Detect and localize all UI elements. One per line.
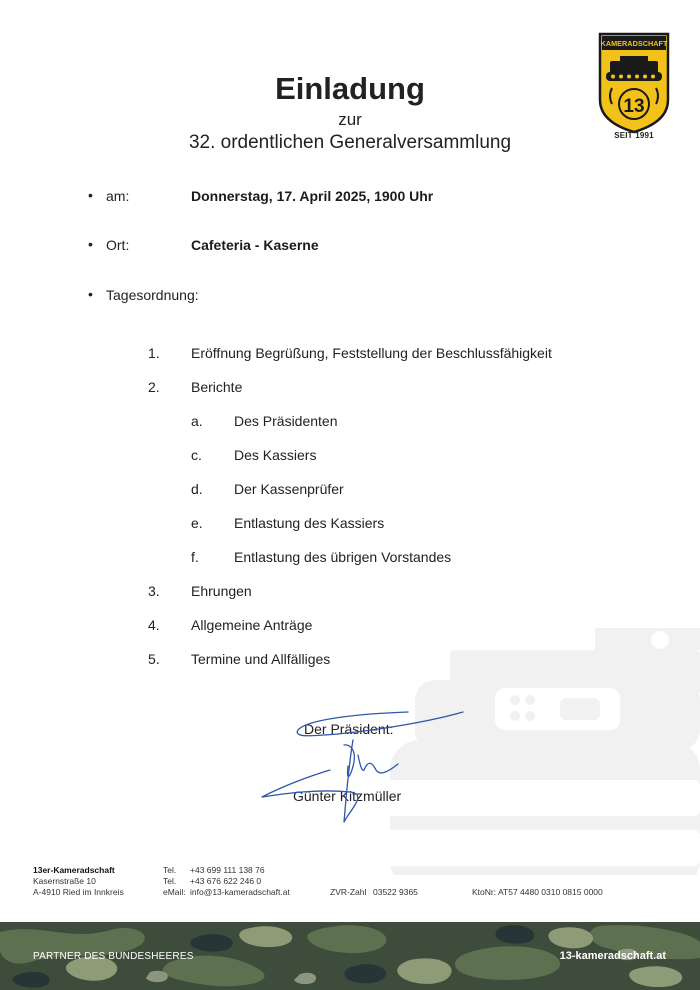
agenda-item: Berichte	[191, 379, 243, 395]
agenda-subitem-letter: c.	[191, 447, 202, 463]
agenda-number: 1.	[148, 345, 160, 361]
agenda-subitem-letter: d.	[191, 481, 203, 497]
agenda-subitem-letter: a.	[191, 413, 203, 429]
detail-label-date: am:	[106, 188, 130, 204]
footer-tel-label: Tel.	[163, 865, 177, 875]
footer-zvr: 03522 9365	[373, 887, 418, 897]
bullet-icon: •	[88, 286, 93, 302]
agenda-subitem: Entlastung des Kassiers	[234, 515, 385, 531]
subtitle-zur: zur	[338, 110, 362, 129]
signature-role: Der Präsident:	[304, 721, 394, 737]
agenda-number: 2.	[148, 379, 160, 395]
handwritten-signature	[258, 700, 473, 835]
agenda-item: Allgemeine Anträge	[191, 617, 313, 633]
signature-name: Günter Kitzmüller	[293, 788, 402, 804]
agenda-number: 3.	[148, 583, 160, 599]
subtitle-assembly: 32. ordentlichen Generalversammlung	[188, 132, 512, 153]
agenda-subitem: Entlastung des übrigen Vorstandes	[234, 549, 452, 565]
bullet-icon: •	[88, 187, 93, 203]
footer-org: 13er-Kameradschaft	[33, 865, 115, 875]
logo-number: 13	[623, 96, 645, 117]
agenda-subitem: Des Präsidenten	[234, 413, 338, 429]
detail-label-agenda: Tagesordnung:	[106, 287, 199, 303]
footer-tel-1[interactable]: +43 699 111 138 76	[190, 865, 265, 875]
detail-value-date: Donnerstag, 17. April 2025, 1900 Uhr	[191, 188, 434, 204]
bullet-icon: •	[88, 236, 93, 252]
logo-caption: SEIT 1991	[614, 131, 654, 140]
agenda-item: Termine und Allfälliges	[191, 651, 331, 667]
agenda-subitem-letter: e.	[191, 515, 203, 531]
footer-tel-label: Tel.	[163, 876, 177, 886]
detail-label-location: Ort:	[106, 237, 130, 253]
footer-zvr-label: ZVR-Zahl	[330, 887, 367, 897]
footer-email[interactable]: info@13-kameradschaft.at	[190, 887, 290, 897]
page-title: Einladung	[275, 71, 425, 106]
agenda-item: Ehrungen	[191, 583, 252, 599]
agenda-number: 5.	[148, 651, 160, 667]
agenda-number: 4.	[148, 617, 160, 633]
website-link[interactable]: 13-kameradschaft.at	[559, 950, 666, 962]
footer-email-label: eMail:	[163, 887, 186, 897]
footer-street: Kasernstraße 10	[33, 876, 96, 886]
detail-value-location: Cafeteria - Kaserne	[191, 237, 319, 253]
agenda-subitem-letter: f.	[191, 549, 199, 565]
footer-tel-2[interactable]: +43 676 622 246 0	[190, 876, 262, 886]
band-partner-text: PARTNER DES BUNDESHEERES	[33, 951, 194, 962]
footer-bank: KtoNr: AT57 4480 0310 0815 0000	[472, 887, 603, 897]
agenda-subitem: Der Kassenprüfer	[234, 481, 344, 497]
agenda-item: Eröffnung Begrüßung, Feststellung der Beschlussfähigkeit	[191, 345, 552, 361]
footer-city: A-4910 Ried im Innkreis	[33, 887, 124, 897]
agenda-subitem: Des Kassiers	[234, 447, 317, 463]
logo-banner-text: KAMERADSCHAFT	[600, 39, 668, 48]
